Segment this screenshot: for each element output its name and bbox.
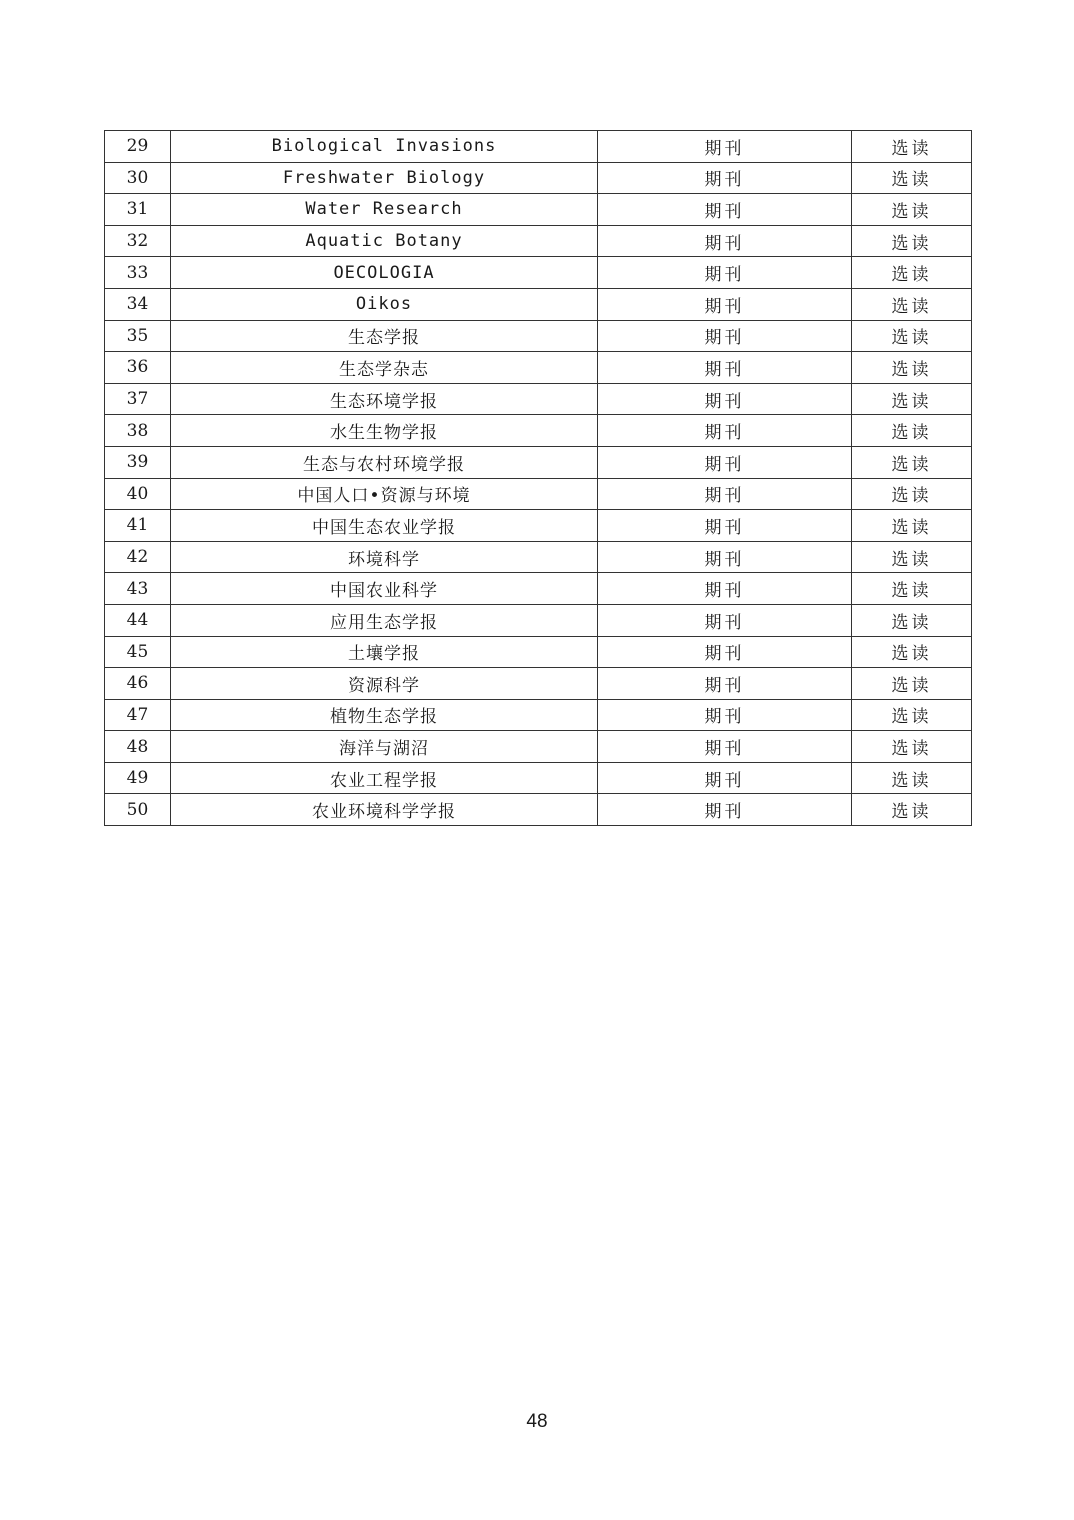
requirement-cell: 选读 [852,131,972,163]
row-number-cell: 31 [105,194,171,226]
row-number-cell: 49 [105,762,171,794]
title-cell: 海洋与湖沼 [171,731,598,763]
requirement-cell: 选读 [852,257,972,289]
type-cell: 期刊 [598,320,852,352]
table-row [105,352,972,384]
title-cell: 资源科学 [171,668,598,700]
type-cell: 期刊 [598,352,852,384]
requirement-cell: 选读 [852,415,972,447]
type-cell: 期刊 [598,636,852,668]
table-row [105,699,972,731]
requirement-cell: 选读 [852,731,972,763]
title-cell: 植物生态学报 [171,699,598,731]
type-cell: 期刊 [598,383,852,415]
title-cell: Oikos [171,288,598,320]
title-cell: 水生生物学报 [171,415,598,447]
title-cell: 农业工程学报 [171,762,598,794]
requirement-cell: 选读 [852,320,972,352]
table-row [105,636,972,668]
title-cell: 中国农业科学 [171,573,598,605]
row-number-cell: 42 [105,541,171,573]
type-cell: 期刊 [598,225,852,257]
row-number-cell: 45 [105,636,171,668]
row-number-cell: 48 [105,731,171,763]
table-row [105,762,972,794]
row-number-cell: 36 [105,352,171,384]
requirement-cell: 选读 [852,762,972,794]
row-number-cell: 33 [105,257,171,289]
requirement-cell: 选读 [852,383,972,415]
row-number-cell: 43 [105,573,171,605]
title-cell: Water Research [171,194,598,226]
type-cell: 期刊 [598,762,852,794]
table-row [105,320,972,352]
title-cell: 生态学杂志 [171,352,598,384]
requirement-cell: 选读 [852,352,972,384]
title-cell: 土壤学报 [171,636,598,668]
table-row [105,162,972,194]
table-row [105,794,972,826]
table-row [105,225,972,257]
type-cell: 期刊 [598,699,852,731]
title-cell: 中国生态农业学报 [171,510,598,542]
title-cell: 应用生态学报 [171,604,598,636]
type-cell: 期刊 [598,257,852,289]
page-number: 48 [526,1411,548,1432]
title-cell: 生态学报 [171,320,598,352]
title-cell: 农业环境科学学报 [171,794,598,826]
table-row [105,446,972,478]
type-cell: 期刊 [598,541,852,573]
requirement-cell: 选读 [852,510,972,542]
row-number-cell: 35 [105,320,171,352]
type-cell: 期刊 [598,668,852,700]
table-row [105,541,972,573]
row-number-cell: 50 [105,794,171,826]
row-number-cell: 29 [105,131,171,163]
row-number-cell: 37 [105,383,171,415]
row-number-cell: 47 [105,699,171,731]
title-cell: Biological Invasions [171,131,598,163]
requirement-cell: 选读 [852,225,972,257]
type-cell: 期刊 [598,604,852,636]
requirement-cell: 选读 [852,604,972,636]
title-cell: OECOLOGIA [171,257,598,289]
table-row [105,415,972,447]
requirement-cell: 选读 [852,288,972,320]
table-row [105,131,972,163]
row-number-cell: 44 [105,604,171,636]
table-row [105,478,972,510]
type-cell: 期刊 [598,731,852,763]
title-cell: 生态与农村环境学报 [171,446,598,478]
type-cell: 期刊 [598,573,852,605]
type-cell: 期刊 [598,478,852,510]
requirement-cell: 选读 [852,636,972,668]
type-cell: 期刊 [598,288,852,320]
table-row [105,731,972,763]
type-cell: 期刊 [598,446,852,478]
title-cell: Freshwater Biology [171,162,598,194]
row-number-cell: 30 [105,162,171,194]
requirement-cell: 选读 [852,573,972,605]
requirement-cell: 选读 [852,478,972,510]
row-number-cell: 46 [105,668,171,700]
table-row [105,573,972,605]
title-cell: 环境科学 [171,541,598,573]
table-row [105,383,972,415]
table-row [105,257,972,289]
type-cell: 期刊 [598,415,852,447]
requirement-cell: 选读 [852,194,972,226]
table-row [105,194,972,226]
row-number-cell: 38 [105,415,171,447]
requirement-cell: 选读 [852,668,972,700]
requirement-cell: 选读 [852,162,972,194]
row-number-cell: 32 [105,225,171,257]
row-number-cell: 41 [105,510,171,542]
reading-list-body [105,131,972,826]
type-cell: 期刊 [598,510,852,542]
type-cell: 期刊 [598,162,852,194]
type-cell: 期刊 [598,794,852,826]
type-cell: 期刊 [598,131,852,163]
table-row [105,288,972,320]
requirement-cell: 选读 [852,541,972,573]
table-row [105,510,972,542]
title-cell: 中国人口•资源与环境 [171,478,598,510]
requirement-cell: 选读 [852,794,972,826]
title-cell: Aquatic Botany [171,225,598,257]
requirement-cell: 选读 [852,699,972,731]
row-number-cell: 40 [105,478,171,510]
table-row [105,604,972,636]
table-row [105,668,972,700]
title-cell: 生态环境学报 [171,383,598,415]
requirement-cell: 选读 [852,446,972,478]
row-number-cell: 39 [105,446,171,478]
reading-list-table [104,130,972,826]
type-cell: 期刊 [598,194,852,226]
row-number-cell: 34 [105,288,171,320]
